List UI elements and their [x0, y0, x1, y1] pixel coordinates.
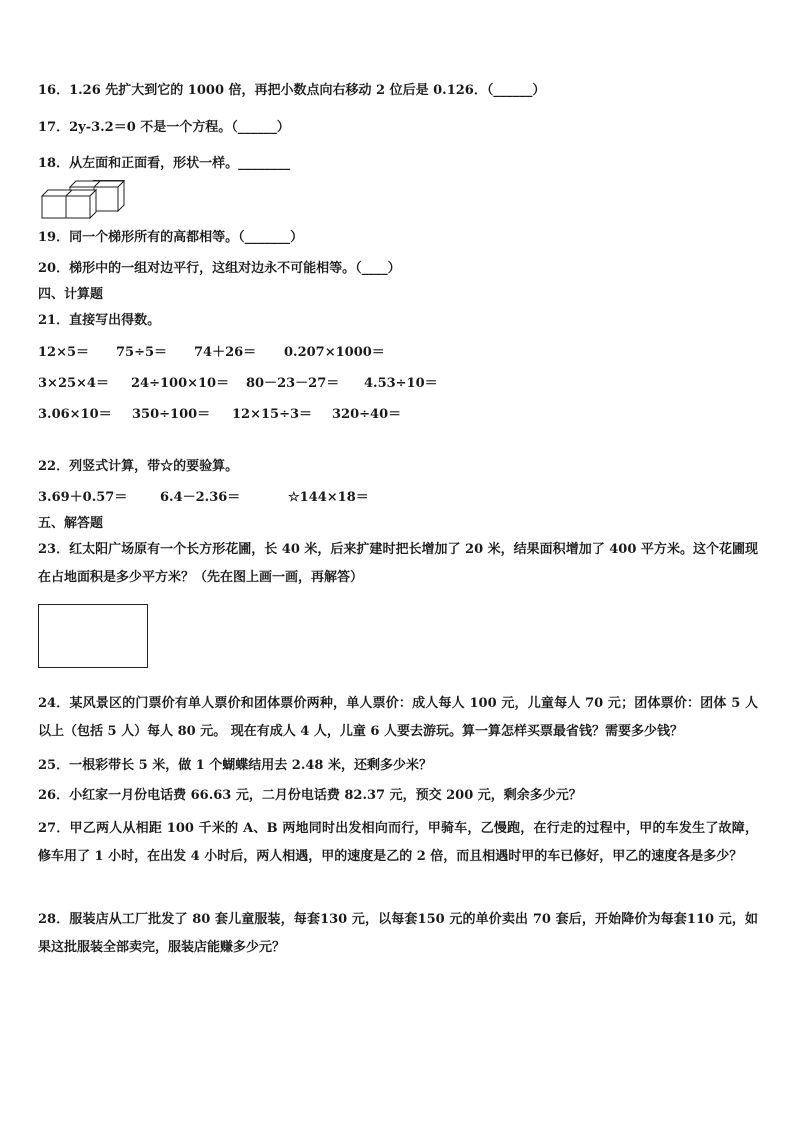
q21-r2-c4: 4.53÷10＝ [364, 376, 438, 391]
q21-r3-c3: 12×15÷3＝ [232, 407, 313, 422]
question-21-title: 21．直接写出得数。 [38, 313, 161, 328]
question-19: 19．同一个梯形所有的高都相等。（_______） [38, 230, 304, 245]
q21-r3-c2: 350÷100＝ [132, 407, 211, 422]
q21-r1-c3: 74＋26＝ [194, 345, 257, 360]
question-20: 20．梯形中的一组对边平行，这组对边永不可能相等。（____） [38, 261, 401, 276]
question-17: 17．2y-3.2＝0 不是一个方程。（______） [38, 120, 290, 135]
q22-c3: ☆144×18＝ [288, 490, 369, 505]
section-solution: 五、解答题 [38, 516, 104, 531]
q21-r3-c1: 3.06×10＝ [38, 407, 112, 422]
drawing-rectangle [38, 604, 148, 668]
q21-r1-c1: 12×5＝ [38, 345, 90, 360]
question-24: 24．某风景区的门票价有单人票价和团体票价两种，单人票价：成人每人 100 元，儿童每人 70 元；团体票价：团体 5 人以上（包括 5 人）每人 80 元。 现在有成人 4 人，儿童 6 人要去游玩。算一算怎样买票最省钱？需要多少钱？ [38, 696, 758, 739]
q21-r2-c3: 80－23－27＝ [246, 376, 340, 391]
q21-r2-c1: 3×25×4＝ [38, 376, 109, 391]
section-calculation: 四、计算题 [38, 287, 104, 302]
question-27: 27．甲乙两人从相距 100 千米的 A、B 两地同时出发相向而行，甲骑车，乙慢跑，在行走的过程中，甲的车发生了故障，修车用了 1 小时，在出发 4 小时后，两人相遇，甲的速度是乙的 2 倍，而且相遇时甲的车已修好，甲乙的速度各是多少？ [38, 821, 758, 864]
q22-c1: 3.69＋0.57＝ [38, 490, 128, 505]
q21-r1-c4: 0.207×1000＝ [284, 345, 385, 360]
question-25: 25．一根彩带长 5 米，做 1 个蝴蝶结用去 2.48 米，还剩多少米？ [38, 758, 432, 773]
q22-c2: 6.4－2.36＝ [160, 490, 241, 505]
q21-r3-c4: 320÷40＝ [332, 407, 402, 422]
question-22-title: 22．列竖式计算，带☆的要验算。 [38, 459, 239, 474]
q21-r2-c2: 24÷100×10＝ [131, 376, 230, 391]
question-26: 26．小红家一月份电话费 66.63 元，二月份电话费 82.37 元，预交 200 元，剩余多少元？ [38, 788, 582, 803]
q21-r1-c2: 75÷5＝ [116, 345, 168, 360]
question-16: 16．1.26 先扩大到它的 1000 倍，再把小数点向右移动 2 位后是 0.126．（______） [38, 83, 546, 98]
question-18: 18．从左面和正面看，形状一样。________ [38, 156, 291, 171]
question-23: 23．红太阳广场原有一个长方形花圃，长 40 米，后来扩建时把长增加了 20 米，结果面积增加了 400 平方米。这个花圃现在占地面积是多少平方米？（先在图上画一画，再解答） [38, 542, 758, 585]
question-28: 28．服装店从工厂批发了 80 套儿童服装，每套130 元，以每套150 元的单价卖出 70 套后，开始降价为每套110 元，如果这批服装全部卖完，服装店能赚多少元？ [38, 912, 758, 955]
cube-figure [40, 180, 130, 220]
